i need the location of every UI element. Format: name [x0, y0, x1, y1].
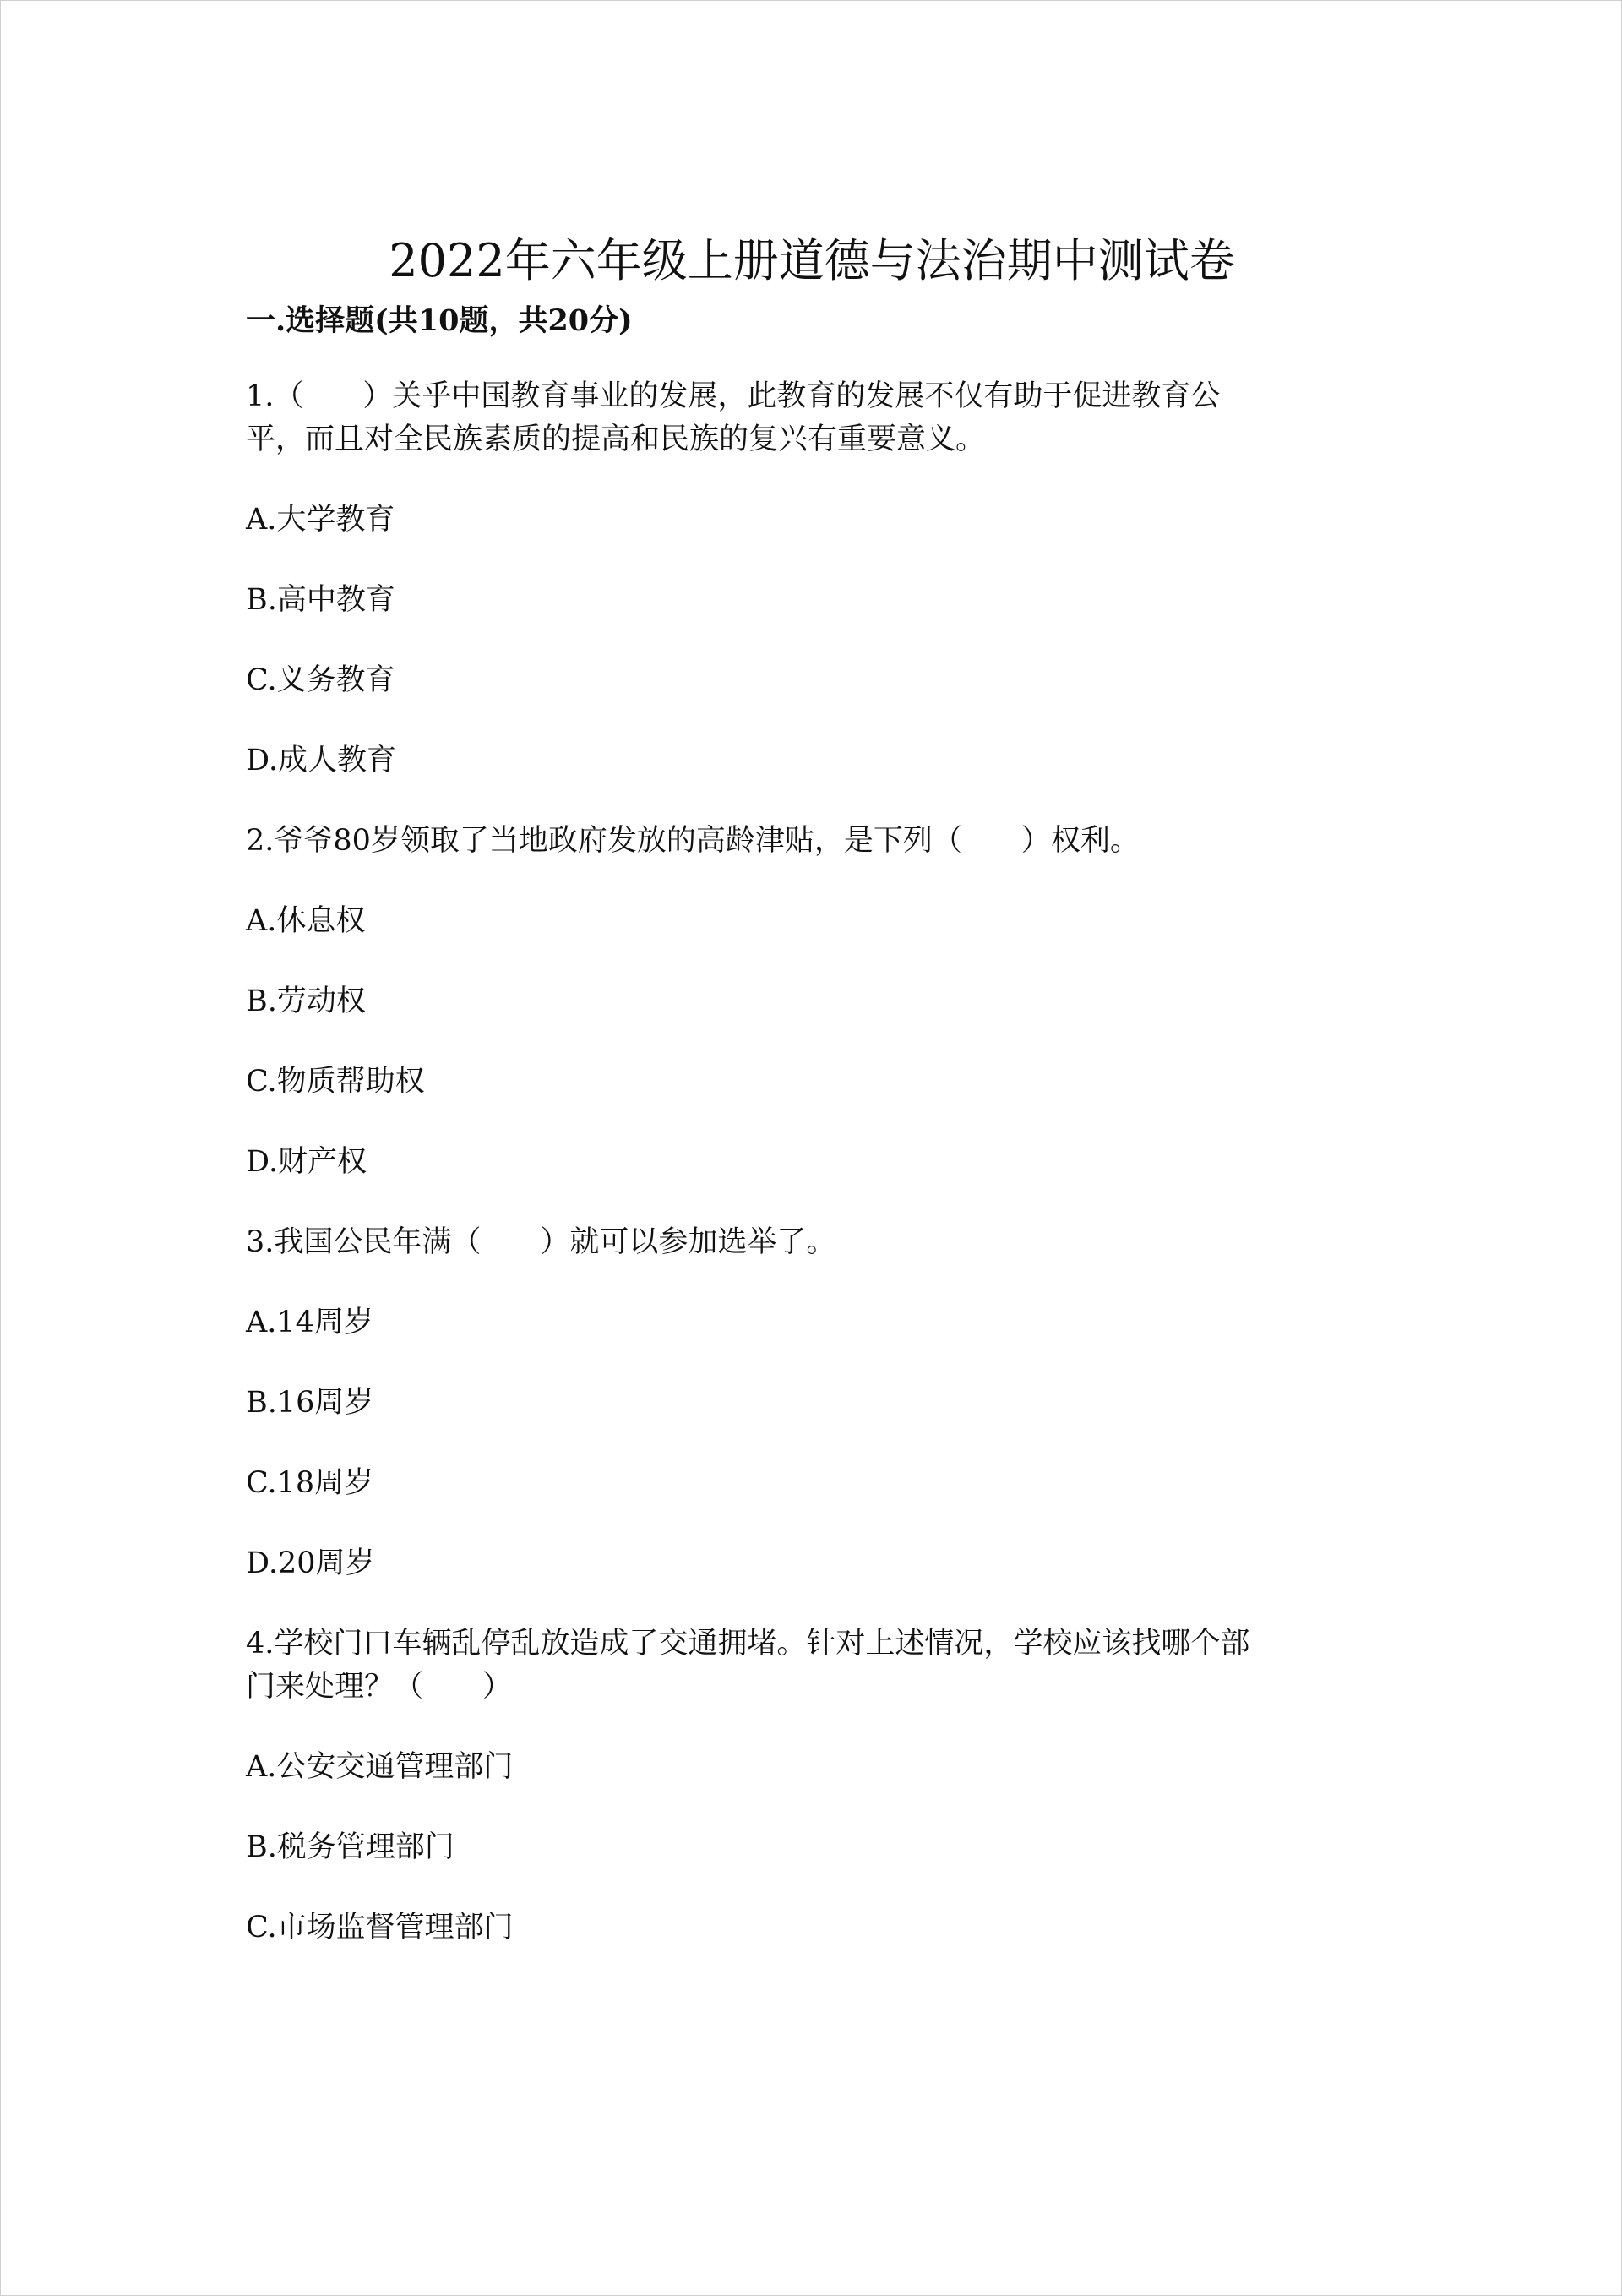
question-3-line-1: 3.我国公民年满（ ）就可以参加选举了。: [246, 1225, 836, 1259]
question-1-line-2: 平，而且对全民族素质的提高和民族的复兴有重要意义。: [246, 423, 986, 456]
document-title: 2022年六年级上册道德与法治期中测试卷: [389, 234, 1235, 288]
question-4: [246, 1622, 1378, 1709]
question-2-option-a: A.休息权: [246, 904, 366, 938]
question-4-line-1: 4.学校门口车辆乱停乱放造成了交通拥堵。针对上述情况，学校应该找哪个部: [246, 1627, 1250, 1661]
question-2-option-d: D.财产权: [246, 1145, 367, 1179]
section-heading: 一.选择题(共10题，共20分): [246, 303, 633, 338]
question-3-option-d: D.20周岁: [246, 1546, 375, 1580]
question-3-option-b: B.16周岁: [246, 1386, 374, 1420]
question-2-option-b: B.劳动权: [246, 984, 366, 1018]
question-1-option-a: A.大学教育: [246, 503, 395, 537]
question-list: [246, 375, 1378, 1987]
question-1-line-1: 1.（ ）关乎中国教育事业的发展，此教育的发展不仅有助于促进教育公: [246, 379, 1221, 413]
question-2-line-1: 2.爷爷80岁领取了当地政府发放的高龄津贴，是下列（ ）权利。: [246, 824, 1140, 858]
question-4-option-b: B.税务管理部门: [246, 1830, 454, 1864]
question-2: [246, 820, 1378, 863]
question-4-option-a: A.公安交通管理部门: [246, 1750, 514, 1784]
question-1-option-d: D.成人教育: [246, 744, 396, 777]
question-1: [246, 375, 1378, 461]
question-1-option-c: C.义务教育: [246, 663, 395, 697]
question-4-line-2: 门来处理？（ ）: [246, 1670, 513, 1704]
question-3: [246, 1221, 1378, 1264]
question-4-option-c: C.市场监督管理部门: [246, 1911, 514, 1944]
question-2-option-c: C.物质帮助权: [246, 1065, 425, 1099]
question-3-option-a: A.14周岁: [246, 1306, 373, 1339]
question-3-option-c: C.18周岁: [246, 1466, 374, 1500]
question-1-option-b: B.高中教育: [246, 583, 395, 617]
